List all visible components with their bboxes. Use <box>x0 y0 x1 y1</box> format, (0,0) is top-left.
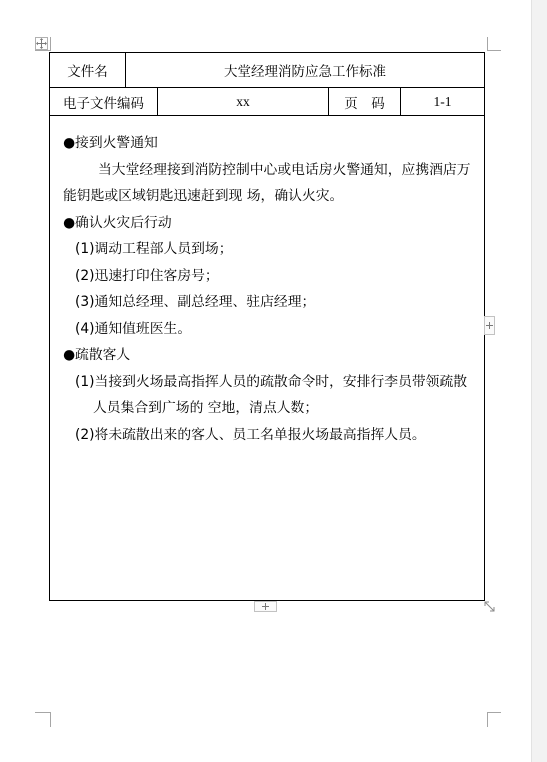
list-item: (1)调动工程部人员到场； <box>75 241 233 257</box>
title-cell[interactable] <box>126 53 485 88</box>
list-item: (1)当接到火场最高指挥人员的疏散命令时，安排行李员带领疏散 <box>75 373 468 390</box>
code-label: 电子文件编码 <box>63 95 144 112</box>
corner-mark-top-right <box>487 37 501 51</box>
table-row-content <box>50 116 485 601</box>
paragraph-line: 能钥匙或区域钥匙迅速赶到现 场，确认火灾。 <box>63 188 344 204</box>
move-icon <box>36 38 47 49</box>
table-resize-handle[interactable] <box>483 600 495 612</box>
file-name-label: 文件名 <box>67 64 108 80</box>
list-item: (2)迅速打印住客房号； <box>75 267 219 284</box>
document-title: 大堂经理消防应急工作标准 <box>224 64 386 80</box>
section-heading: ●确认火灾后行动 <box>63 214 172 231</box>
content-body <box>50 116 484 448</box>
page-label: 页 码 <box>344 95 385 112</box>
plus-icon <box>262 603 269 610</box>
add-row-button[interactable] <box>254 601 277 612</box>
list-item-continuation: 人员集合到广场的 空地，清点人数； <box>93 400 319 416</box>
list-item: (4)通知值班医生。 <box>75 320 192 337</box>
page-value-cell[interactable] <box>401 88 485 116</box>
code-value: xx <box>236 93 250 109</box>
page-label-cell[interactable] <box>329 88 401 116</box>
content-cell[interactable] <box>50 116 485 601</box>
table-row-title <box>50 53 485 88</box>
file-name-label-cell[interactable] <box>50 53 126 88</box>
corner-mark-bottom-right <box>487 712 501 727</box>
add-column-button[interactable] <box>484 316 495 335</box>
list-item: (2)将未疏散出来的客人、员工名单报火场最高指挥人员。 <box>75 426 426 443</box>
corner-mark-bottom-left <box>35 712 51 727</box>
section-heading: ●疏散客人 <box>63 347 131 363</box>
section-heading: ●接到火警通知 <box>63 135 158 151</box>
document-table <box>49 52 485 601</box>
page-value: 1-1 <box>433 93 452 109</box>
code-label-cell[interactable] <box>50 88 158 116</box>
list-item: (3)通知总经理、副总经理、驻店经理； <box>75 294 316 310</box>
table-move-handle[interactable] <box>35 37 48 50</box>
resize-icon <box>484 601 495 612</box>
paragraph-line: 当大堂经理接到消防控制中心或电话房火警通知，应携酒店万 <box>98 161 471 178</box>
page-gutter <box>531 0 547 762</box>
plus-icon <box>486 322 493 329</box>
code-value-cell[interactable] <box>158 88 329 116</box>
table-row-meta <box>50 88 485 116</box>
